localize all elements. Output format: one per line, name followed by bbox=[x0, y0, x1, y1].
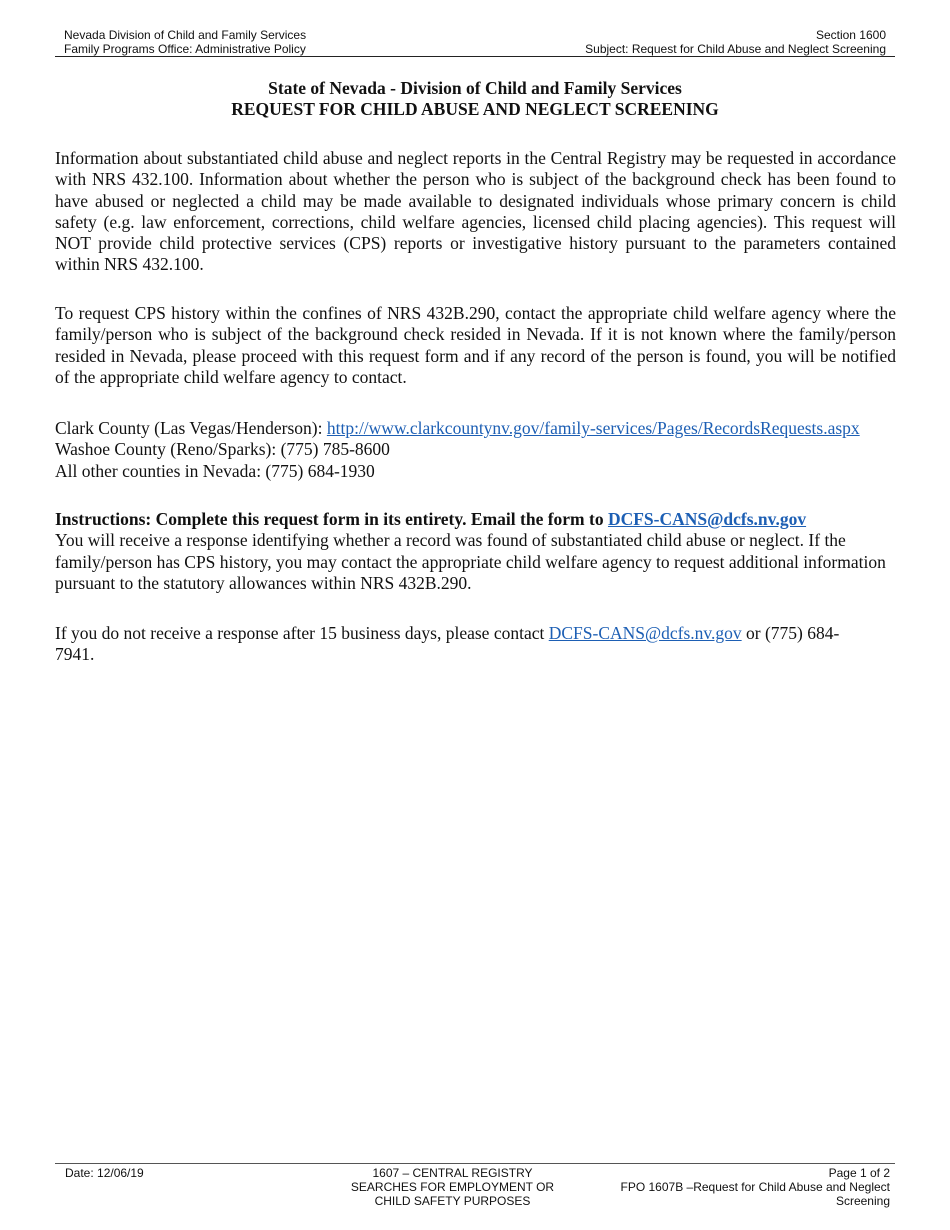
instructions-email-link[interactable]: DCFS-CANS@dcfs.nv.gov bbox=[607, 509, 807, 529]
footer-form-line2: Screening bbox=[835, 1194, 890, 1208]
instructions-paragraph bbox=[55, 509, 896, 594]
footer-date: Date: 12/06/19 bbox=[65, 1166, 144, 1180]
header-org-line1: Nevada Division of Child and Family Services bbox=[64, 28, 307, 42]
clark-county-line bbox=[55, 418, 896, 439]
washoe-county-line: Washoe County (Reno/Sparks): (775) 785-8600 bbox=[55, 439, 390, 460]
footer-mid-line1: 1607 – CENTRAL REGISTRY bbox=[372, 1166, 533, 1180]
title-line2: REQUEST FOR CHILD ABUSE AND NEGLECT SCREENING bbox=[231, 99, 719, 119]
other-counties-line: All other counties in Nevada: (775) 684-1930 bbox=[55, 460, 375, 481]
footer-policy-title bbox=[300, 1166, 605, 1208]
header-subject: Subject: Request for Child Abuse and Neglect Screening bbox=[585, 42, 886, 56]
footer-page-info bbox=[621, 1166, 891, 1208]
instructions-heading-line bbox=[55, 509, 896, 530]
header-divider bbox=[55, 56, 895, 57]
intro-paragraph: Information about substantiated child abuse and neglect reports in the Central Registry may be requested in accordance with NRS 432.100. Information about whether the person who is subject of the background check has been found to have abused or neglected a child may be made available to designated individuals whose primary concern is child safety (e.g. law enforcement, corrections, child welfare agencies, licensed child placing agencies). This request will NOT provide child protective services (CPS) reports or investigative history pursuant to the parameters contained within NRS 432.100. bbox=[55, 148, 896, 275]
clark-county-label: Clark County (Las Vegas/Henderson): bbox=[55, 418, 327, 438]
followup-paragraph bbox=[55, 623, 855, 666]
instructions-body: You will receive a response identifying whether a record was found of substantiated child abuse or neglect. If the family/person has CPS history, you may contact the appropriate child welfare agency to request additional information pursuant to the statutory allowances within NRS 432B.290. bbox=[55, 530, 886, 593]
instructions-bold-text: Instructions: Complete this request form in its entirety. Email the form to bbox=[55, 509, 608, 529]
followup-text-after: or (775) 684-7941. bbox=[55, 623, 840, 665]
footer-mid-line2: SEARCHES FOR EMPLOYMENT OR bbox=[350, 1180, 555, 1194]
footer-form-line1: FPO 1607B –Request for Child Abuse and Neglect bbox=[620, 1180, 890, 1194]
header-org-line2: Family Programs Office: Administrative Policy bbox=[64, 42, 306, 56]
header-section: Section 1600 bbox=[815, 28, 886, 42]
followup-text-before: If you do not receive a response after 15 business days, please contact bbox=[55, 623, 549, 643]
county-contacts bbox=[55, 418, 896, 482]
footer-mid-line3: CHILD SAFETY PURPOSES bbox=[374, 1194, 531, 1208]
followup-email-link[interactable]: DCFS-CANS@dcfs.nv.gov bbox=[548, 623, 742, 643]
document-title bbox=[55, 78, 895, 120]
title-line1: State of Nevada - Division of Child and Family Services bbox=[268, 78, 682, 98]
cps-history-paragraph: To request CPS history within the confines of NRS 432B.290, contact the appropriate child welfare agency where the family/person who is subject of the background check resided in Nevada. If it is not known where the family/person resided in Nevada, please proceed with this request form and if any record of the person is found, you will be notified of the appropriate child welfare agency to contact. bbox=[55, 303, 896, 387]
clark-county-link[interactable]: http://www.clarkcountynv.gov/family-services/Pages/RecordsRequests.aspx bbox=[326, 418, 860, 438]
footer-divider bbox=[55, 1163, 895, 1164]
page-header bbox=[55, 28, 895, 56]
footer-page-number: Page 1 of 2 bbox=[828, 1166, 890, 1180]
